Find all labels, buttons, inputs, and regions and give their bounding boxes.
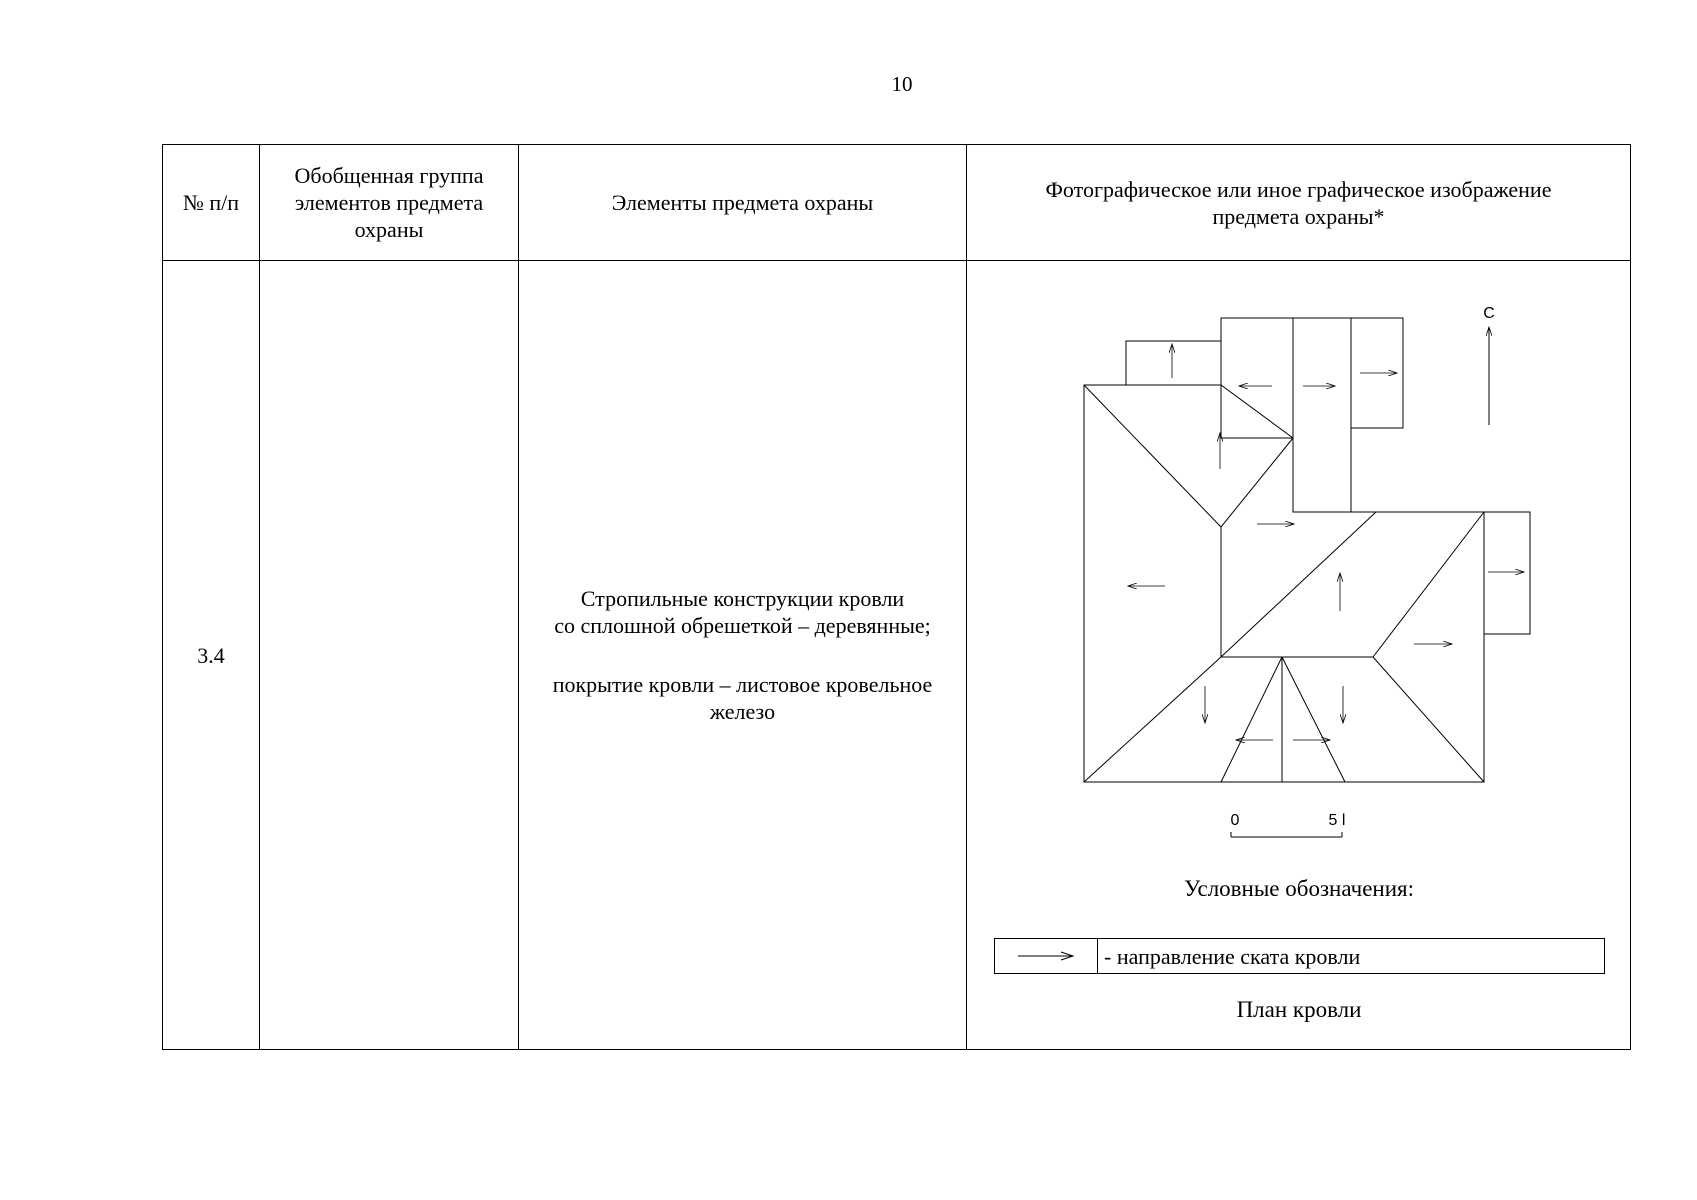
- legend-title: Условные обозначения:: [1183, 876, 1415, 901]
- annex-top-middle: [1221, 318, 1293, 438]
- elements-line-2: со сплошной обрешеткой – деревянные;: [554, 613, 931, 638]
- header-image: [967, 145, 1631, 261]
- page-number: 10: [891, 72, 913, 96]
- slope-arrows: [1128, 344, 1524, 740]
- plan-caption: План кровли: [1236, 997, 1362, 1022]
- header-group: [260, 145, 519, 261]
- protection-table: [162, 144, 1631, 1050]
- scale-bar: [1231, 812, 1346, 837]
- annex-right: [1484, 512, 1530, 634]
- north-label: С: [1483, 305, 1495, 322]
- north-arrow: [1483, 305, 1495, 425]
- legend-box: [994, 938, 1605, 974]
- elements-line-4: железо: [709, 699, 776, 724]
- row-elements: [519, 261, 967, 1050]
- annex-top-main: [1293, 318, 1351, 512]
- header-image-text: Фотографическое или иное графическое изображение предмета охраны*: [1045, 176, 1552, 229]
- row-group: [260, 261, 519, 1050]
- annex-top-left: [1126, 341, 1221, 385]
- roof-outline: [1084, 385, 1484, 782]
- row-figure: [967, 261, 1631, 1050]
- table-row: [163, 261, 1631, 1050]
- legend-item-text: - направление ската кровли: [1104, 943, 1361, 969]
- roof-ridge-left: [1084, 385, 1293, 527]
- header-number: № п/п: [163, 145, 260, 261]
- scale-start-label: 0: [1230, 812, 1240, 829]
- elements-line-3: покрытие кровли – листовое кровельное: [552, 672, 933, 697]
- row-number: 3.4: [163, 261, 260, 1050]
- header-group-text: Обобщенная группа элементов предмета охраны: [294, 163, 484, 242]
- roof-plan-drawing: [967, 261, 1631, 1049]
- scale-end-label: 5 l: [1328, 812, 1346, 829]
- table-header-row: [163, 145, 1631, 261]
- header-elements: Элементы предмета охраны: [519, 145, 967, 261]
- elements-line-1: Стропильные конструкции кровли: [580, 586, 905, 611]
- legend-arrow-icon: [995, 939, 1098, 973]
